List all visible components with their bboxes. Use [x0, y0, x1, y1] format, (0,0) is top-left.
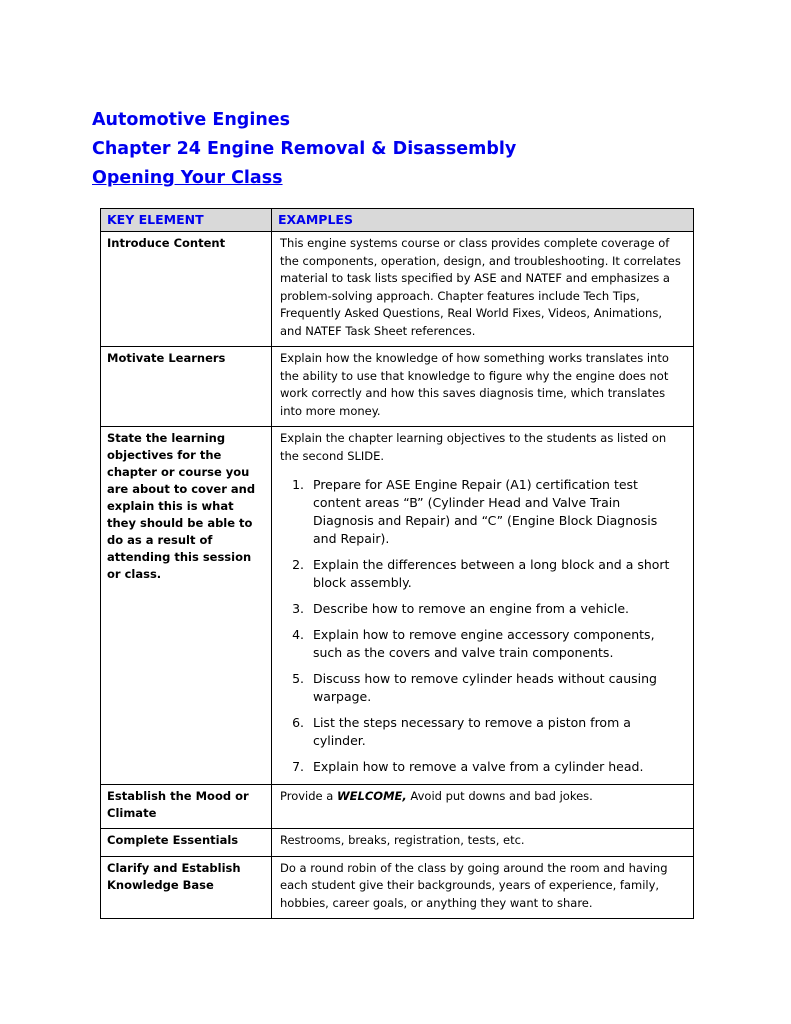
- learning-objective-item: 6. List the steps necessary to remove a piston from a cylinder.: [308, 714, 683, 750]
- plain-text: Avoid put downs and bad jokes.: [406, 789, 593, 803]
- example-paragraph: Explain the chapter learning objectives to the students as listed on the second SLIDE.: [280, 431, 667, 463]
- example-paragraph: [280, 788, 683, 806]
- examples-cell: [272, 232, 694, 347]
- document-title-block: [92, 106, 695, 193]
- learning-objectives-list: [280, 476, 683, 776]
- table-row: [101, 785, 694, 829]
- example-paragraph: This engine systems course or class provides complete coverage of the components, operation, design, and troubleshooting. It correlates material to task lists specified by ASE and NATEF and emphasizes a problem-solving approach. Chapter features include Tech Tips, Frequently Asked Questions, Real World Fixes, Videos, Animations, and NATEF Task Sheet references.: [280, 236, 681, 338]
- example-paragraph: Do a round robin of the class by going around the room and having each student give their backgrounds, years of experience, family, hobbies, career goals, or anything they want to share.: [280, 860, 668, 910]
- column-header-examples: EXAMPLES: [272, 209, 694, 232]
- examples-cell: [272, 829, 694, 857]
- learning-objective-item: 1. Prepare for ASE Engine Repair (A1) certification test content areas “B” (Cylinder Head and Valve Train Diagnosis and Repair) and “C” (Engine Block Diagnosis and Repair).: [308, 476, 683, 548]
- document-title-line-1: Automotive Engines: [92, 110, 291, 130]
- plain-text: Provide a: [280, 789, 337, 803]
- example-paragraph: Explain how the knowledge of how something works translates into the ability to use that knowledge to figure why the engine does not work correctly and how this saves diagnosis time, which translates into more money.: [280, 351, 669, 418]
- examples-cell: [272, 785, 694, 829]
- key-element-cell: Establish the Mood or Climate: [101, 785, 272, 829]
- key-element-cell: Complete Essentials: [101, 829, 272, 857]
- document-title-line-2: Chapter 24 Engine Removal & Disassembly: [92, 139, 517, 159]
- table-body: [101, 232, 694, 919]
- key-element-cell: State the learning objectives for the chapter or course you are about to cover and explain this is what they should be able to do as a result of attending this session or class.: [101, 427, 272, 785]
- document-title-line-3: Opening Your Class: [92, 168, 283, 188]
- learning-objective-item: 2. Explain the differences between a long block and a short block assembly.: [308, 556, 683, 592]
- table-row: [101, 347, 694, 427]
- examples-cell: [272, 856, 694, 919]
- key-element-cell: Clarify and Establish Knowledge Base: [101, 856, 272, 919]
- example-paragraph: Restrooms, breaks, registration, tests, etc.: [280, 833, 525, 847]
- table-row: [101, 856, 694, 919]
- examples-cell: [272, 347, 694, 427]
- learning-objective-item: 4. Explain how to remove engine accessory components, such as the covers and valve train components.: [308, 626, 683, 662]
- emphasized-text: WELCOME,: [336, 789, 407, 803]
- learning-objective-item: 7. Explain how to remove a valve from a cylinder head.: [308, 758, 683, 776]
- table-row: [101, 427, 694, 785]
- table-header-row: [101, 209, 694, 232]
- examples-cell: [272, 427, 694, 785]
- lesson-plan-table: [100, 208, 694, 919]
- column-header-key-element: KEY ELEMENT: [101, 209, 272, 232]
- learning-objective-item: 5. Discuss how to remove cylinder heads without causing warpage.: [308, 670, 683, 706]
- learning-objective-item: 3. Describe how to remove an engine from a vehicle.: [308, 600, 683, 618]
- table-row: [101, 829, 694, 857]
- table-row: [101, 232, 694, 347]
- key-element-cell: Introduce Content: [101, 232, 272, 347]
- key-element-cell: Motivate Learners: [101, 347, 272, 427]
